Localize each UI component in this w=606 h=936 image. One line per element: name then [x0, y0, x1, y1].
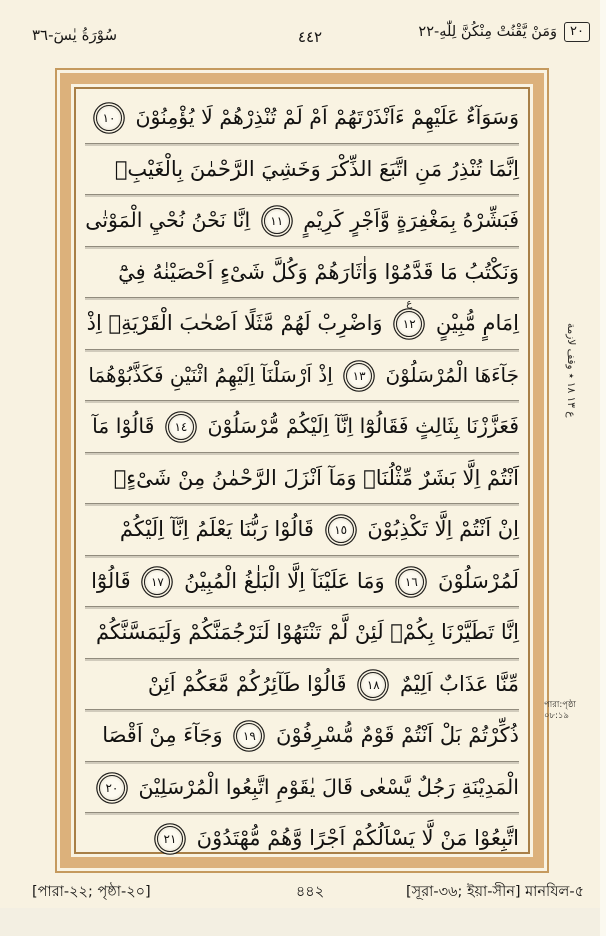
footer-para-page-bengali: [পারা-২২; পৃষ্ঠা-২০]	[32, 884, 151, 900]
page-footer	[30, 881, 590, 903]
page-header	[30, 20, 590, 54]
ayah-text: اِنَّا تَطَيَّرْنَا بِكُمْۚ لَئِنْ لَّمْ تَنْتَهُوْا لَنَرْجُمَنَّكُمْ وَلَيَمَسَّنَّكُمْ	[95, 620, 519, 644]
ayah-end-marker: ١٧	[144, 569, 170, 595]
ayah-text: اَنْتُمْ اِلَّا بَشَرٌ مِّثْلُنَاۙ وَمَآ اَنْزَلَ الرَّحْمٰنُ مِنْ شَىْءٍۙ	[113, 465, 519, 490]
ayah-text: جَآءَهَا الْمُرْسَلُوْنَ	[385, 362, 519, 387]
footer-surah-info-bengali: [সূরা-৩৬; ইয়া-সীন] মানযিল-৫	[405, 884, 584, 900]
ayah-end-marker: ٢٠	[99, 775, 125, 801]
quran-line	[85, 247, 519, 299]
quran-line	[85, 504, 519, 556]
ayah-text: لَمُرْسَلُوْنَ	[438, 568, 519, 593]
ayah-text: وَنَكْتُبُ مَا قَدَّمُوْا وَاٰثَارَهُمْ وَكُلَّ شَىْءٍ اَحْصَيْنٰهُ فِيْٓ	[118, 259, 519, 284]
quran-line	[85, 556, 519, 608]
ayah-text: اتَّبِعُوْا مَنْ لَّا يَسْاَلُكُمْ اَجْرًا وَّهُمْ مُّهْتَدُوْنَ	[196, 826, 519, 850]
ayah-text: وَسَوَآءٌ عَلَيْهِمْ ءَاَنْذَرْتَهُمْ اَمْ لَمْ تُنْذِرْهُمْ لَا يُؤْمِنُوْنَ	[135, 105, 519, 129]
quran-line	[85, 710, 519, 762]
ruku-margin-note: ع ١٣ ١٨ ٭ وقف لازمة	[565, 323, 577, 418]
ayah-text: قَالُوْا رَبُّنَا يَعْلَمُ اِنَّآ اِلَيْكُمْ	[119, 517, 314, 541]
scan-edge-right	[600, 0, 606, 936]
ayah-text: وَجَآءَ مِنْ اَقْصَا	[102, 723, 223, 747]
ayah-text: قَالُوْا طَآئِرُكُمْ مَّعَكُمْ اَئِنْ	[147, 671, 347, 696]
ayah-end-marker: ١٨	[360, 672, 386, 698]
quran-line	[85, 92, 519, 144]
quran-line	[85, 453, 519, 505]
ayah-text: الْمَدِيْنَةِ رَجُلٌ يَّسْعٰى قَالَ يٰقَوْمِ اتَّبِعُوا الْمُرْسَلِيْنَ	[138, 774, 519, 799]
ornamental-frame	[55, 68, 549, 873]
ayah-text: قَالُوْٓا	[91, 568, 131, 593]
quran-line	[85, 298, 519, 350]
ayah-end-marker: ١٢ ع	[396, 311, 422, 337]
ayah-text: مِّنَّا عَذَابٌ اَلِيْمٌ	[399, 671, 519, 696]
ayah-end-marker: ١٩	[236, 723, 262, 749]
ayah-text: اِمَامٍ مُّبِيْنٍ	[435, 311, 519, 335]
quran-line	[85, 607, 519, 659]
ayah-text: وَمَا عَلَيْنَآ اِلَّا الْبَلٰغُ الْمُبِيْنُ	[184, 568, 385, 593]
juz-title: وَمَنْ يَّقْنُتْ مِنْكُنَّ لِلّٰهِ-٢٢	[418, 24, 558, 40]
ayah-text: اِنَّا نَحْنُ نُحْيِ الْمَوْتٰى	[85, 208, 251, 232]
ayah-text: وَاضْرِبْ لَهُمْ مَّثَلًا اَصْحٰبَ الْقَرْيَةِۘ اِذْ	[86, 311, 383, 335]
ayah-end-marker: ٢١	[157, 826, 183, 852]
quran-line	[85, 762, 519, 814]
para-page-margin-label: পারা:পৃষ্ঠা	[544, 700, 577, 710]
frame-band	[60, 73, 544, 868]
page-number-bengali: ৪৪২	[295, 884, 325, 900]
quran-lines	[85, 92, 519, 852]
quran-line	[85, 144, 519, 196]
quran-line	[85, 195, 519, 247]
ayah-text: قَالُوْا مَآ	[92, 414, 155, 438]
scan-edge-bottom	[0, 908, 606, 936]
ruku-sign: ع	[406, 298, 413, 309]
frame-inner	[74, 87, 530, 854]
ayah-end-marker: ١٦	[398, 569, 424, 595]
page-number-arabic: ٤٤٢	[297, 28, 323, 46]
ayah-end-marker: ١٠	[96, 105, 122, 131]
ayah-text: فَبَشِّرْهُ بِمَغْفِرَةٍ وَّاَجْرٍ كَرِيْمٍ	[303, 208, 519, 232]
ayah-end-marker: ١٣	[346, 363, 372, 389]
ayah-text: اِنَّمَا تُنْذِرُ مَنِ اتَّبَعَ الذِّكْرَ وَخَشِيَ الرَّحْمٰنَ بِالْغَيْبِۚ	[114, 156, 519, 181]
ayah-text: اِنْ اَنْتُمْ اِلَّا تَكْذِبُوْنَ	[367, 517, 519, 541]
para-page-box: ٢٠	[564, 22, 590, 42]
quran-line	[85, 659, 519, 711]
quran-line	[85, 813, 519, 864]
ayah-text: اِذْ اَرْسَلْنَآ اِلَيْهِمُ اثْنَيْنِ فَكَذَّبُوْهُمَا	[88, 362, 333, 387]
ayah-end-marker: ١١	[264, 208, 290, 234]
quran-line	[85, 401, 519, 453]
para-page-margin-value: ০৮:১৯	[544, 711, 569, 721]
para-page-margin-note	[544, 700, 602, 722]
quran-line	[85, 350, 519, 402]
surah-title: سُوْرَةُ يٰسٓ-٣٦	[32, 26, 118, 44]
juz-header	[418, 22, 590, 42]
ayah-text: فَعَزَّزْنَا بِثَالِثٍ فَقَالُوْٓا اِنَّآ اِلَيْكُمْ مُّرْسَلُوْنَ	[207, 414, 519, 438]
ayah-text: ذُكِّرْتُمْ بَلْ اَنْتُمْ قَوْمٌ مُّسْرِفُوْنَ	[276, 723, 519, 747]
ayah-end-marker: ١٥	[328, 517, 354, 543]
ayah-end-marker: ١٤	[168, 414, 194, 440]
